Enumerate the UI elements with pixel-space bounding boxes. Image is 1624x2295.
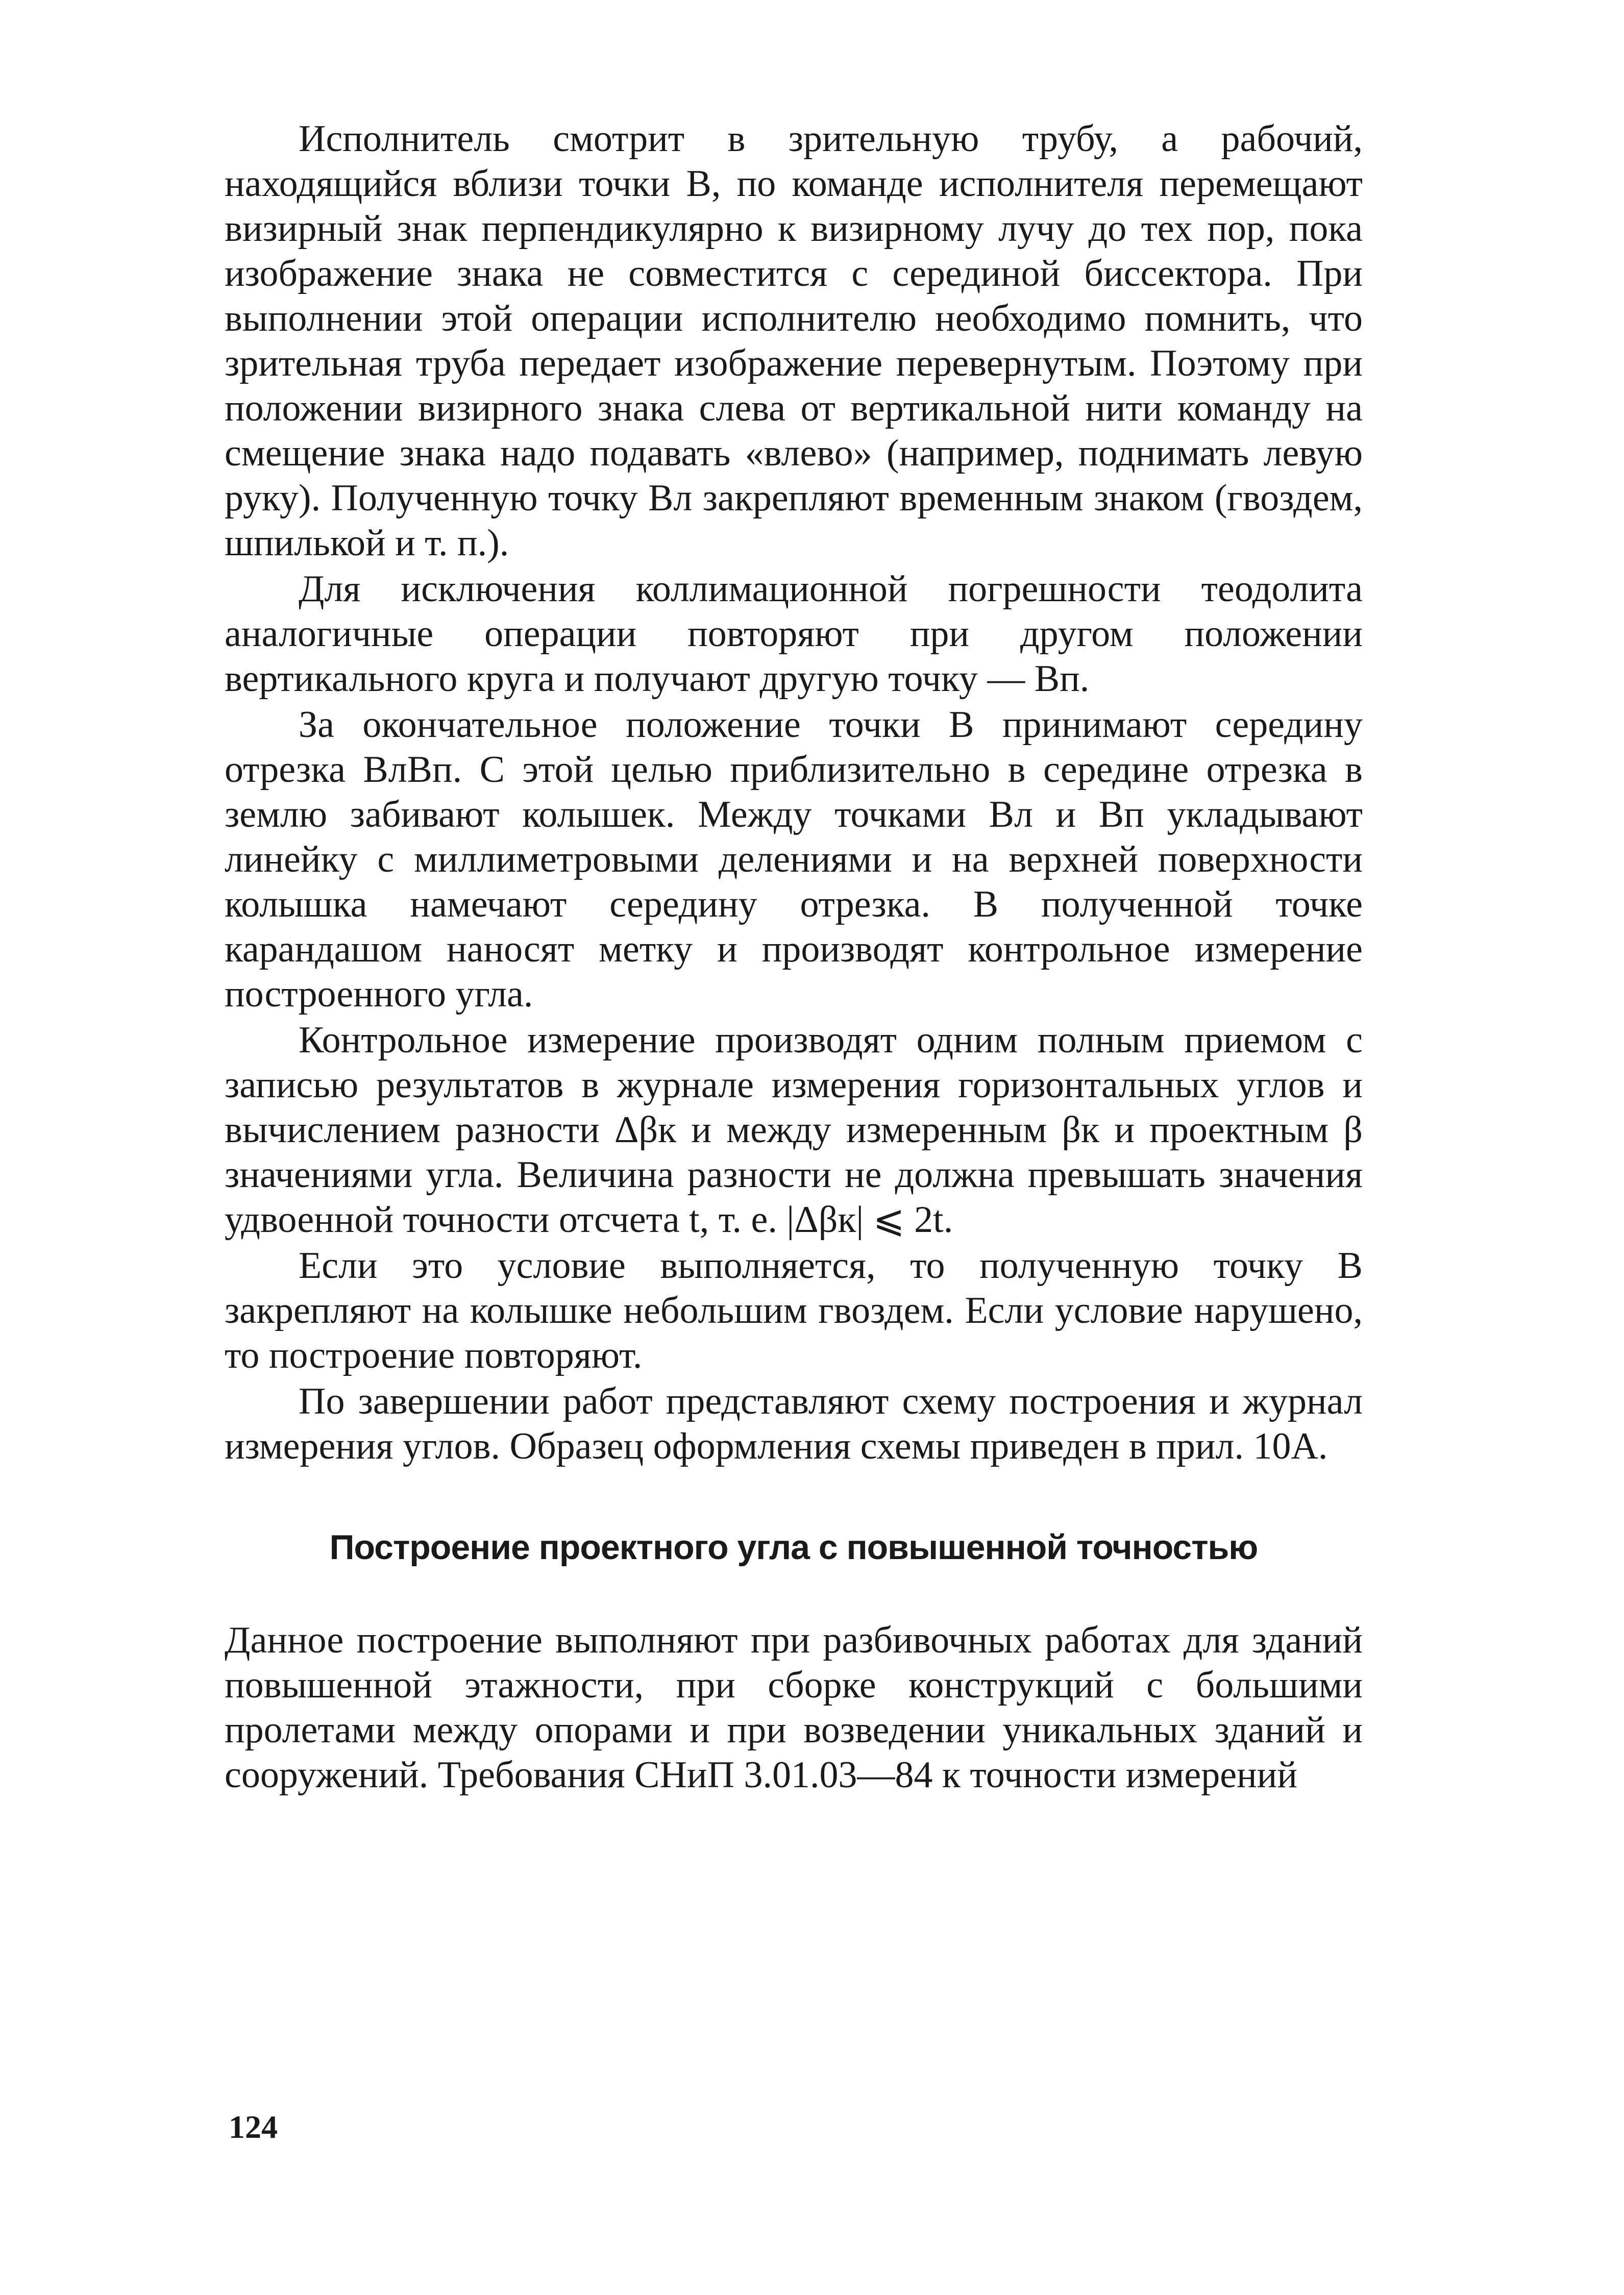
paragraph-1: Исполнитель смотрит в зрительную трубу, а рабочий, находящийся вблизи точки B, по команде исполнителя перемещают визирный знак перпендикулярно к визирному лучу до тех пор, пока изображение знака не совместится с серединой биссектора. При выполнении этой операции исполнителю необходимо помнить, что зрительная труба передает изображение перевернутым. Поэтому при положении визирного знака слева от вертикальной нити команду на смещение знака надо подавать «влево» (например, поднимать левую руку). Полученную точку Bл закрепляют временным знаком (гвоздем, шпилькой и т. п.). (225, 118, 1363, 564)
section-paragraph: Данное построение выполняют при разбивочных работах для зданий повышенной этажности, при сборке конструкций с большими пролетами между опорами и при возведении уникальных зданий и сооружений. Требования СНиП 3.01.03—84 к точности измерений (225, 1619, 1363, 1796)
page-text-block (225, 116, 1363, 1797)
paragraph-5: Если это условие выполняется, то полученную точку B закрепляют на колышке небольшим гвоздем. Если условие нарушено, то построение повторяют. (225, 1245, 1363, 1376)
paragraph-6: По завершении работ представляют схему построения и журнал измерения углов. Образец оформления схемы приведен в прил. 10А. (225, 1380, 1363, 1467)
page-number: 124 (229, 2109, 278, 2145)
section-heading: Построение проектного угла с повышенной точностью (329, 1528, 1258, 1567)
paragraph-3: За окончательное положение точки B принимают середину отрезка BлBп. С этой целью приблизительно в середине отрезка в землю забивают колышек. Между точками Bл и Bп укладывают линейку с миллиметровыми делениями и на верхней поверхности колышка намечают середину отрезка. В полученной точке карандашом наносят метку и производят контрольное измерение построенного угла. (225, 704, 1363, 1015)
paragraph-4: Контрольное измерение производят одним полным приемом с записью результатов в журнале измерения горизонтальных углов и вычислением разности Δβк и между измеренным βк и проектным β значениями угла. Величина разности не должна превышать значения удвоенной точности отсчета t, т. е. |Δβк| ⩽ 2t. (225, 1019, 1363, 1241)
paragraph-2: Для исключения коллимационной погрешности теодолита аналогичные операции повторяют при другом положении вертикального круга и получают другую точку — Bп. (225, 568, 1363, 700)
